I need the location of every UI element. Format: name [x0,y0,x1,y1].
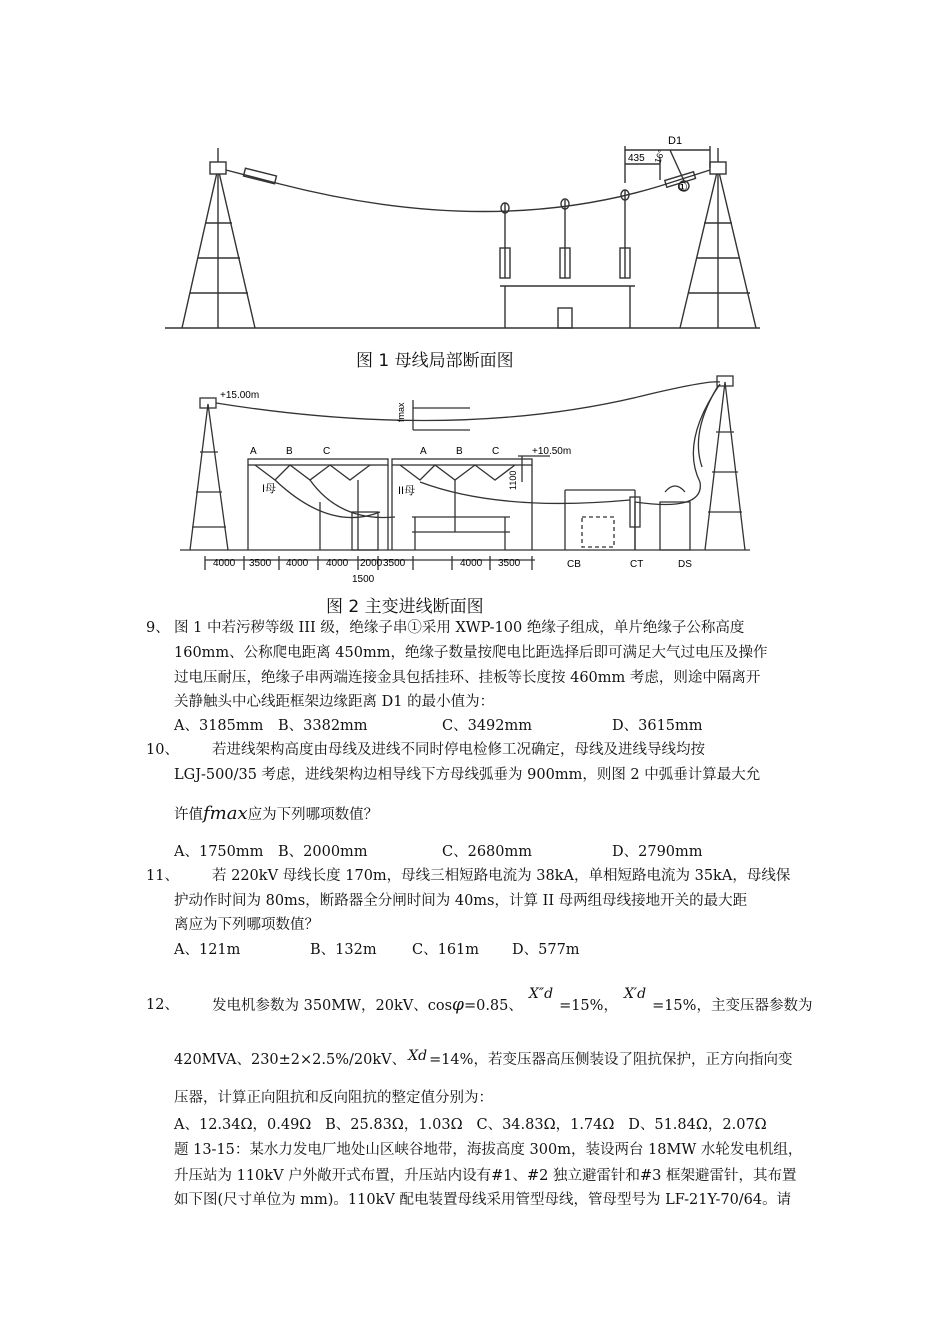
dim-1500: 1500 [352,574,375,585]
q10-line-1: 若进线架构高度由母线及进线不同时停电检修工况确定，母线及进线导线均按 [212,742,705,758]
insulator-circle-label: ① [677,180,688,194]
q10-option-d: D、2790mm [612,844,703,860]
dim-5: 3500 [383,558,406,569]
q10-number: 10、 [146,742,179,758]
q12-option-b: B、25.83Ω，1.03Ω [325,1117,463,1133]
dim-0: 4000 [213,558,236,569]
q12-l2-t2: =14%，若变压器高压侧装设了阻抗保护，正方向指向变 [429,1052,793,1068]
xd-double-prime-symbol: X″d [528,986,554,1002]
q9-line-1: 图 1 中若污秽等级 III 级，绝缘子串①采用 XWP-100 绝缘子组成，单片绝缘子公称高度 [174,620,745,636]
angle-label: 16° [652,148,667,165]
dim-4: 2000 [360,558,383,569]
phase-b-2: B [456,446,463,457]
q12-option-a: A、12.34Ω，0.49Ω [174,1117,312,1133]
dim-2: 4000 [286,558,309,569]
q11-option-b: B、132m [310,942,377,958]
q10-option-c: C、2680mm [442,844,532,860]
q12-l1-t4: =15%，主变压器参数为 [652,998,813,1014]
q12-option-c: C、34.83Ω，1.74Ω [476,1117,615,1133]
elev-top-label: +15.00m [220,390,260,401]
q9-option-c: C、3492mm [442,718,532,734]
figure-1-diagram [160,128,760,338]
phase-c-2: C [492,446,500,457]
q10-line-2: LGJ-500/35 考虑，进线架构边相导线下方母线弧垂为 900mm，则图 2 中弧垂计算最大允 [174,767,761,783]
q12-l1-t3: =15%， [559,998,618,1014]
d1-label: D1 [668,135,683,147]
ds-label: DS [678,559,692,570]
phi-symbol: φ [452,995,464,1015]
q9-option-d: D、3615mm [612,718,703,734]
q11-number: 11、 [146,868,179,884]
cb-label: CB [567,559,581,570]
dim-435-label: 435 [628,153,645,164]
q10-option-a: A、1750mm [174,844,264,860]
fmax-label: fmax [396,402,406,422]
q10-line-3 [174,804,378,825]
q11-option-c: C、161m [412,942,480,958]
q10-line-3-post: 应为下列哪项数值？ [247,807,379,823]
figure-2-caption: 图 2 主变进线断面图 [326,597,484,617]
ct-label: CT [630,559,644,570]
q10-option-b: B、2000mm [278,844,368,860]
q9-line-2: 160mm、公称爬电距离 450mm，绝缘子数量按爬电比距选择后即可满足大气过电压及操作 [174,645,768,661]
q12-l1-t1: 发电机参数为 350MW，20kV、cos [212,998,453,1014]
q9-option-b: B、3382mm [278,718,368,734]
q11-line-1: 若 220kV 母线长度 170m，母线三相短路电流为 38kA，单相短路电流为 35kA，母线保 [212,868,791,884]
dim-1100-label: 1100 [508,470,518,490]
q9-line-4: 关静触头中心线距框架边缘距离 D1 的最小值为： [174,694,495,710]
fmax-symbol: fmax [203,803,248,824]
phase-c-1: C [323,446,331,457]
q12-l1-t2: =0.85、 [463,998,523,1014]
dim-1: 3500 [249,558,272,569]
phase-b-1: B [286,446,293,457]
q11-line-3: 离应为下列哪项数值？ [174,917,319,933]
q10-line-3-pre: 许值 [174,807,203,823]
dim-6: 4000 [460,558,483,569]
q9-option-a: A、3185mm [174,718,264,734]
elev-mid-label: +10.50m [532,446,572,457]
q12-line-3: 压器，计算正向阻抗和反向阻抗的整定值分别为： [174,1090,493,1106]
q11-line-2: 护动作时间为 80ms，断路器全分闸时间为 40ms，计算 II 母两组母线接地开关的最大距 [174,893,748,909]
q9-line-3: 过电压耐压，绝缘子串两端连接金具包括挂环、挂板等长度按 460mm 考虑，则途中隔离开 [174,670,761,686]
q12-option-d: D、51.84Ω，2.07Ω [628,1117,767,1133]
q9-number: 9、 [146,620,170,636]
figure-2-diagram [180,372,750,590]
q12-l2-t1: 420MVA、230±2×2.5%/20kV、 [174,1052,407,1068]
bus-2-label: II母 [398,485,416,497]
xd-symbol: Xd [408,1048,428,1064]
section-line-2: 升压站为 110kV 户外敞开式布置，升压站内设有#1、#2 独立避雷针和#3 框架避雷针，其布置 [174,1168,797,1184]
q11-option-a: A、121m [174,942,241,958]
phase-a-2: A [420,446,427,457]
q12-options-row [174,1115,767,1135]
section-line-3: 如下图(尺寸单位为 mm)。110kV 配电装置母线采用管型母线，管母型号为 LF-21Y-70/64。请 [174,1192,792,1208]
q11-option-d: D、577m [512,942,580,958]
q12-line-2 [174,1050,792,1070]
section-line-1: 题 13-15：某水力发电厂地处山区峡谷地带，海拔高度 300m，装设两台 18MW 水轮发电机组， [174,1142,803,1158]
dim-3: 4000 [326,558,349,569]
bus-1-label: I母 [262,483,277,495]
dim-7: 3500 [498,558,521,569]
q12-line-1 [212,986,813,1016]
xd-prime-symbol: X′d [623,986,647,1002]
q12-number: 12、 [146,997,179,1013]
phase-a-1: A [250,446,257,457]
figure-1-caption: 图 1 母线局部断面图 [356,351,514,371]
